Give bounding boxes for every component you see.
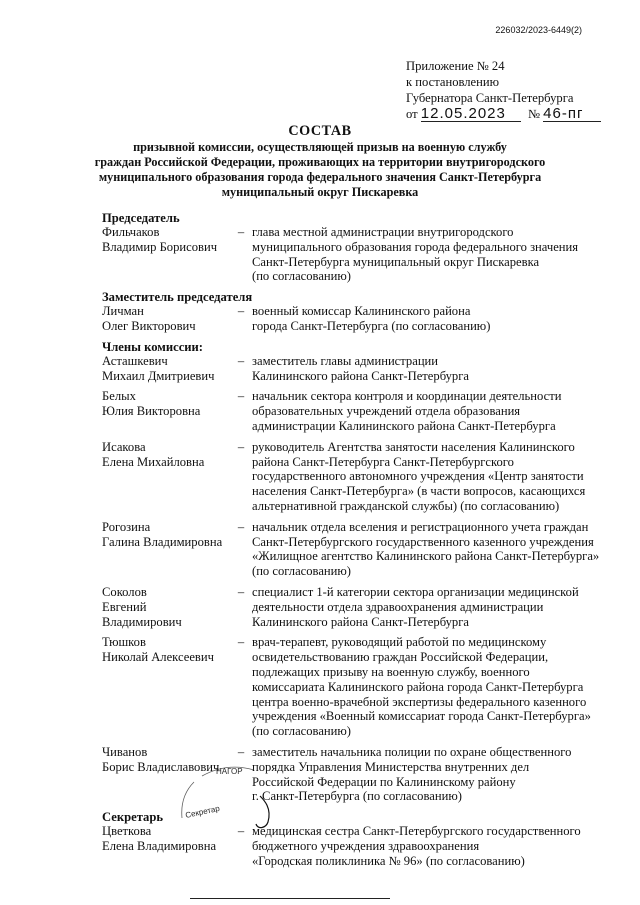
document-number: 226032/2023-6449(2) xyxy=(495,25,582,35)
signature-stroke xyxy=(256,796,269,828)
member-name: Тюшков Николай Алексеевич xyxy=(102,635,214,665)
appendix-date-line xyxy=(406,106,636,122)
member-position: медицинская сестра Санкт-Петербургского государственного бюджетного учреждения здравоохранения «Городская поликлиника № 96» (по согласованию) xyxy=(252,824,581,868)
member-row xyxy=(102,635,627,739)
subtitle-line: призывной комиссии, осуществляющей призыв на военную службу xyxy=(133,140,507,154)
section-members: Члены комиссии: xyxy=(102,339,204,354)
stamp-text-side: Секретар xyxy=(184,803,221,820)
member-position: начальник отдела вселения и регистрационного учета граждан Санкт-Петербургского государственного казенного учреждения «Жилищное агентство Калининского района Санкт-Петербурга» (по согласованию) xyxy=(252,519,600,579)
dash: – xyxy=(237,824,245,839)
bottom-rule xyxy=(190,898,390,899)
member-name: Фильчаков Владимир Борисович xyxy=(102,225,218,254)
dash: – xyxy=(237,519,245,534)
appendix-number: 46-пг xyxy=(543,107,601,122)
member-name: Личман Олег Викторович xyxy=(102,304,196,333)
member-name: Белых Юлия Викторовна xyxy=(102,389,201,419)
section-deputy: Заместитель председателя xyxy=(102,290,253,305)
member-position: специалист 1-й категории сектора организации медицинской деятельности отдела здравоохранения администрации Калининского района Санкт-Петербурга xyxy=(252,584,579,629)
member-row xyxy=(102,520,627,579)
member-row xyxy=(102,304,627,334)
member-row xyxy=(102,225,627,284)
stamp-mark xyxy=(172,756,282,842)
member-position: заместитель главы администрации Калининского района Санкт-Петербурга xyxy=(252,353,469,383)
member-name: Цветкова Елена Владимировна xyxy=(102,824,217,853)
date-prefix: от xyxy=(406,107,418,121)
section-chair: Председатель xyxy=(102,211,180,225)
number-prefix: № xyxy=(527,107,540,121)
member-row xyxy=(102,354,627,384)
appendix-line-3: Губернатора Санкт-Петербурга xyxy=(406,91,574,105)
dash: – xyxy=(237,635,245,650)
member-name: Соколов Евгений Владимирович xyxy=(102,584,182,629)
member-name: Асташкевич Михаил Дмитриевич xyxy=(102,353,215,383)
member-row xyxy=(102,389,627,433)
member-name: Рогозина Галина Владимировна xyxy=(102,519,223,549)
appendix-date: 12.05.2023 xyxy=(421,107,521,122)
document-title: СОСТАВ xyxy=(288,123,352,139)
member-row xyxy=(102,440,627,514)
member-name: Чиванов Борис Владиславович xyxy=(102,744,220,774)
document-subtitle xyxy=(80,140,560,200)
section-secretary: Секретарь xyxy=(102,810,163,825)
subtitle-line: муниципального образования города федерального значения Санкт-Петербурга xyxy=(98,170,542,184)
member-position: начальник сектора контроля и координации деятельности образовательных учреждений отдела образования администрации Калининского района Санкт-Петербурга xyxy=(252,389,562,433)
dash: – xyxy=(237,389,245,404)
member-position: врач-терапевт, руководящий работой по медицинскому освидетельствованию граждан Российской Федерации, подлежащих призыву на военную службу, военного комиссариата Калининского района города Санкт-Петербурга центра военно-врачебной экспертизы федерального казенного учреждения «Военный комиссариат города Санкт-Петербурга» (по согласованию) xyxy=(252,635,591,739)
subtitle-line: граждан Российской Федерации, проживающих на территории внутригородского xyxy=(94,155,546,169)
member-name: Исакова Елена Михайловна xyxy=(102,439,205,469)
appendix-line-2: к постановлению xyxy=(406,75,500,89)
member-position: руководитель Агентства занятости населения Калининского района Санкт-Петербурга Санкт-Петербургского государственного автономного учреждения «Центр занятости населения Санкт-Петербурга» (в части вопросов, касающихся альтернативной гражданской службы) (по согласованию) xyxy=(252,439,586,513)
stamp-text-top: НАГОР xyxy=(216,767,243,776)
subtitle-line: муниципальный округ Пискаревка xyxy=(221,185,419,199)
member-position: военный комиссар Калининского района города Санкт-Петербурга (по согласованию) xyxy=(252,304,491,333)
dash: – xyxy=(237,439,245,454)
member-position: заместитель начальника полиции по охране общественного порядка Управления Министерства внутренних дел Российской Федерации по Калининскому району г. Санкт-Петербурга (по согласованию) xyxy=(252,744,572,804)
dash: – xyxy=(237,304,245,319)
appendix-block xyxy=(406,58,636,122)
dash: – xyxy=(237,744,245,759)
appendix-line-1: Приложение № 24 xyxy=(406,59,505,73)
member-row xyxy=(102,585,627,629)
dash: – xyxy=(237,584,245,599)
member-position: глава местной администрации внутригородского муниципального образования города федерального значения Санкт-Петербурга муниципальный округ Пискаревка (по согласованию) xyxy=(252,225,579,284)
dash: – xyxy=(237,225,245,239)
dash: – xyxy=(237,353,245,368)
